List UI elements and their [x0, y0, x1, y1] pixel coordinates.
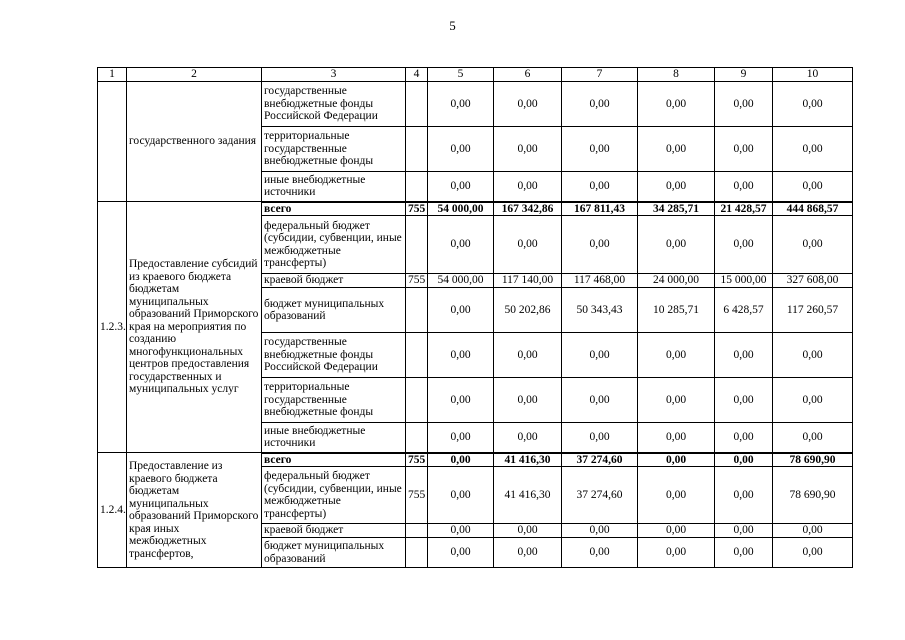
value-cell: 15 000,00 [715, 274, 773, 288]
code-cell [406, 127, 428, 172]
source-cell: федеральный бюджет (субсидии, субвенции, иные межбюджетные трансферты) [262, 216, 406, 274]
value-cell: 41 416,30 [494, 453, 562, 467]
source-cell: иные внебюджетные источники [262, 172, 406, 202]
value-cell: 0,00 [494, 333, 562, 378]
item-name-cell: Предоставление субсидий из краевого бюджета бюджетам муниципальных образований Приморского края на мероприятия по созданию многофункциональных центров предоставления государственных и муниципальных услуг [127, 202, 262, 453]
value-cell: 117 260,57 [773, 288, 853, 333]
value-cell: 0,00 [638, 172, 715, 202]
value-cell: 0,00 [494, 82, 562, 127]
code-cell [406, 288, 428, 333]
value-cell: 0,00 [773, 524, 853, 538]
item-number-cell [98, 82, 127, 202]
value-cell: 21 428,57 [715, 202, 773, 216]
header-cell: 1 [98, 68, 127, 82]
value-cell: 0,00 [638, 524, 715, 538]
value-cell: 0,00 [773, 538, 853, 568]
value-cell: 0,00 [638, 216, 715, 274]
code-cell: 755 [406, 274, 428, 288]
value-cell: 327 608,00 [773, 274, 853, 288]
value-cell: 0,00 [715, 378, 773, 423]
value-cell: 54 000,00 [428, 202, 494, 216]
value-cell: 0,00 [773, 216, 853, 274]
value-cell: 0,00 [562, 216, 638, 274]
value-cell: 0,00 [494, 172, 562, 202]
source-cell: государственные внебюджетные фонды Российской Федерации [262, 333, 406, 378]
value-cell: 10 285,71 [638, 288, 715, 333]
code-cell [406, 538, 428, 568]
value-cell: 0,00 [715, 423, 773, 453]
value-cell: 0,00 [715, 216, 773, 274]
code-cell [406, 172, 428, 202]
value-cell: 0,00 [562, 378, 638, 423]
value-cell: 0,00 [428, 288, 494, 333]
value-cell: 0,00 [494, 378, 562, 423]
table-row [98, 453, 853, 467]
header-cell: 8 [638, 68, 715, 82]
value-cell: 0,00 [428, 216, 494, 274]
header-row [98, 68, 853, 82]
value-cell: 0,00 [494, 538, 562, 568]
header-cell: 5 [428, 68, 494, 82]
value-cell: 0,00 [638, 453, 715, 467]
value-cell: 0,00 [715, 524, 773, 538]
value-cell: 0,00 [428, 453, 494, 467]
value-cell: 0,00 [638, 423, 715, 453]
value-cell: 0,00 [562, 127, 638, 172]
code-cell: 755 [406, 467, 428, 524]
item-name-cell: Предоставление из краевого бюджета бюджетам муниципальных образований Приморского края иных межбюджетных трансфертов, [127, 453, 262, 568]
code-cell [406, 524, 428, 538]
value-cell: 0,00 [428, 172, 494, 202]
code-cell [406, 423, 428, 453]
source-cell: государственные внебюджетные фонды Российской Федерации [262, 82, 406, 127]
source-cell: бюджет муниципальных образований [262, 288, 406, 333]
value-cell: 0,00 [562, 82, 638, 127]
value-cell: 117 140,00 [494, 274, 562, 288]
value-cell: 0,00 [428, 378, 494, 423]
value-cell: 167 811,43 [562, 202, 638, 216]
value-cell: 0,00 [638, 127, 715, 172]
value-cell: 0,00 [715, 538, 773, 568]
source-cell: краевой бюджет [262, 524, 406, 538]
value-cell: 37 274,60 [562, 467, 638, 524]
value-cell: 78 690,90 [773, 453, 853, 467]
value-cell: 0,00 [715, 172, 773, 202]
item-name-cell: государственного задания [127, 82, 262, 202]
value-cell: 0,00 [494, 524, 562, 538]
table-row [98, 82, 853, 127]
code-cell: 755 [406, 453, 428, 467]
value-cell: 37 274,60 [562, 453, 638, 467]
value-cell: 50 343,43 [562, 288, 638, 333]
value-cell: 0,00 [715, 333, 773, 378]
header-cell: 10 [773, 68, 853, 82]
value-cell: 0,00 [715, 467, 773, 524]
value-cell: 0,00 [428, 333, 494, 378]
value-cell: 0,00 [773, 423, 853, 453]
value-cell: 0,00 [428, 82, 494, 127]
source-cell: всего [262, 202, 406, 216]
value-cell: 0,00 [638, 538, 715, 568]
source-cell: территориальные государственные внебюджетные фонды [262, 378, 406, 423]
code-cell: 755 [406, 202, 428, 216]
table-row [98, 202, 853, 216]
value-cell: 50 202,86 [494, 288, 562, 333]
value-cell: 0,00 [562, 538, 638, 568]
value-cell: 0,00 [562, 524, 638, 538]
item-number-cell: 1.2.4. [98, 453, 127, 568]
code-cell [406, 216, 428, 274]
value-cell: 0,00 [715, 127, 773, 172]
value-cell: 0,00 [773, 127, 853, 172]
value-cell: 6 428,57 [715, 288, 773, 333]
value-cell: 0,00 [494, 127, 562, 172]
value-cell: 0,00 [638, 378, 715, 423]
source-cell: всего [262, 453, 406, 467]
value-cell: 0,00 [773, 172, 853, 202]
value-cell: 0,00 [773, 82, 853, 127]
value-cell: 0,00 [773, 378, 853, 423]
source-cell: иные внебюджетные источники [262, 423, 406, 453]
value-cell: 0,00 [494, 423, 562, 453]
value-cell: 0,00 [494, 216, 562, 274]
code-cell [406, 378, 428, 423]
header-cell: 2 [127, 68, 262, 82]
item-number-cell: 1.2.3. [98, 202, 127, 453]
source-cell: федеральный бюджет (субсидии, субвенции, иные межбюджетные трансферты) [262, 467, 406, 524]
value-cell: 167 342,86 [494, 202, 562, 216]
value-cell: 0,00 [638, 467, 715, 524]
budget-table [97, 67, 853, 568]
header-cell: 9 [715, 68, 773, 82]
value-cell: 0,00 [638, 82, 715, 127]
value-cell: 0,00 [638, 333, 715, 378]
value-cell: 444 868,57 [773, 202, 853, 216]
value-cell: 0,00 [428, 423, 494, 453]
source-cell: бюджет муниципальных образований [262, 538, 406, 568]
page-number: 5 [449, 18, 456, 33]
value-cell: 54 000,00 [428, 274, 494, 288]
value-cell: 0,00 [428, 538, 494, 568]
value-cell: 0,00 [428, 524, 494, 538]
value-cell: 0,00 [562, 333, 638, 378]
value-cell: 41 416,30 [494, 467, 562, 524]
value-cell: 0,00 [715, 82, 773, 127]
value-cell: 34 285,71 [638, 202, 715, 216]
value-cell: 0,00 [715, 453, 773, 467]
value-cell: 0,00 [773, 333, 853, 378]
value-cell: 24 000,00 [638, 274, 715, 288]
header-cell: 3 [262, 68, 406, 82]
source-cell: территориальные государственные внебюджетные фонды [262, 127, 406, 172]
header-cell: 4 [406, 68, 428, 82]
source-cell: краевой бюджет [262, 274, 406, 288]
value-cell: 0,00 [428, 127, 494, 172]
value-cell: 78 690,90 [773, 467, 853, 524]
header-cell: 7 [562, 68, 638, 82]
code-cell [406, 82, 428, 127]
value-cell: 0,00 [562, 172, 638, 202]
code-cell [406, 333, 428, 378]
value-cell: 0,00 [562, 423, 638, 453]
value-cell: 0,00 [428, 467, 494, 524]
value-cell: 117 468,00 [562, 274, 638, 288]
header-cell: 6 [494, 68, 562, 82]
